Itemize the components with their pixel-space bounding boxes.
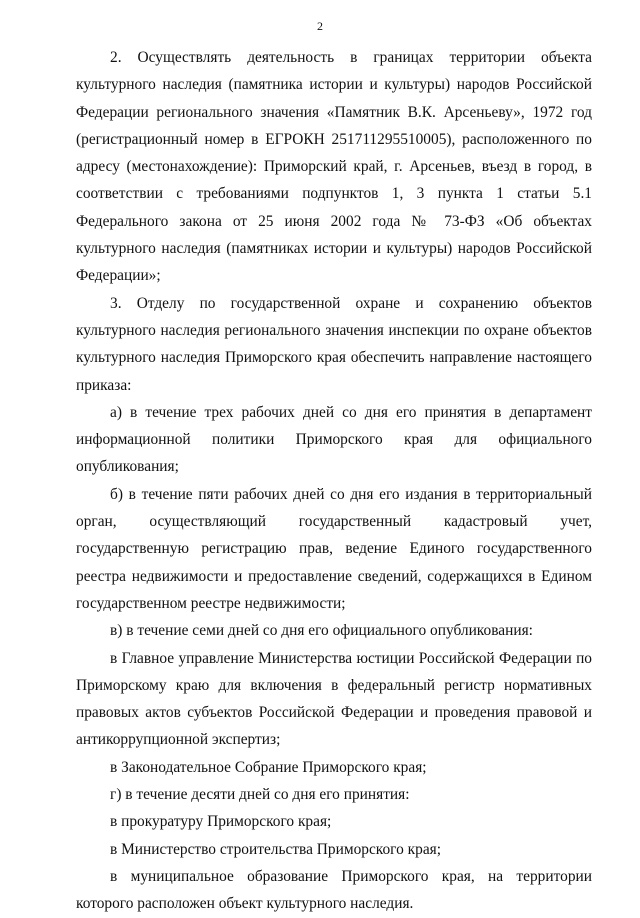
subparagraph-g: г) в течение десяти дней со дня его принятия:	[110, 786, 410, 804]
subparagraph-v: в) в течение семи дней со дня его официального опубликования:	[110, 622, 533, 640]
page-number: 2	[317, 19, 323, 33]
paragraph-item-2: 2. Осуществлять деятельность в границах территории объекта культурного наследия (памятника истории и культуры) народов Российской Федерации регионального значения «Памятник В.К. Арсеньеву», 1972 год (регистрационный номер в ЕГРОКН 251711295510005), расположенного по адресу (местонахождение): Приморский край, г. Арсеньев, въезд в город, в соответствии с требованиями подпунктов 1, 3 пункта 1 статьи 5.1 Федерального закона от 25 июня 2002 года № 73-ФЗ «Об объектах культурного наследия (памятниках истории и культуры) народов Российской Федерации»;	[76, 49, 592, 285]
recipient-prosecutor: в прокуратуру Приморского края;	[110, 813, 332, 831]
recipient-legislative-assembly: в Законодательное Собрание Приморского края;	[110, 758, 427, 776]
subparagraph-b: б) в течение пяти рабочих дней со дня его издания в территориальный орган, осуществляющий государственный кадастровый учет, государственную регистрацию прав, ведение Единого государственного реестра недвижимости и предоставление сведений, содержащихся в Едином государственном реестре недвижимости;	[76, 485, 592, 612]
document-body	[76, 44, 592, 918]
recipient-municipality: в муниципальное образование Приморского края, на территории которого расположен объект культурного наследия.	[76, 867, 592, 913]
subparagraph-a: а) в течение трех рабочих дней со дня его принятия в департамент информационной политики Приморского края для официального опубликования;	[76, 403, 592, 476]
recipient-construction-ministry: в Министерство строительства Приморского края;	[110, 840, 442, 858]
recipient-justice-ministry: в Главное управление Министерства юстиции Российской Федерации по Приморскому краю для включения в федеральный регистр нормативных правовых актов субъектов Российской Федерации и проведения правовой и антикоррупционной экспертиз;	[76, 649, 592, 749]
paragraph-item-3: 3. Отделу по государственной охране и сохранению объектов культурного наследия регионального значения инспекции по охране объектов культурного наследия Приморского края обеспечить направление настоящего приказа:	[76, 294, 592, 394]
